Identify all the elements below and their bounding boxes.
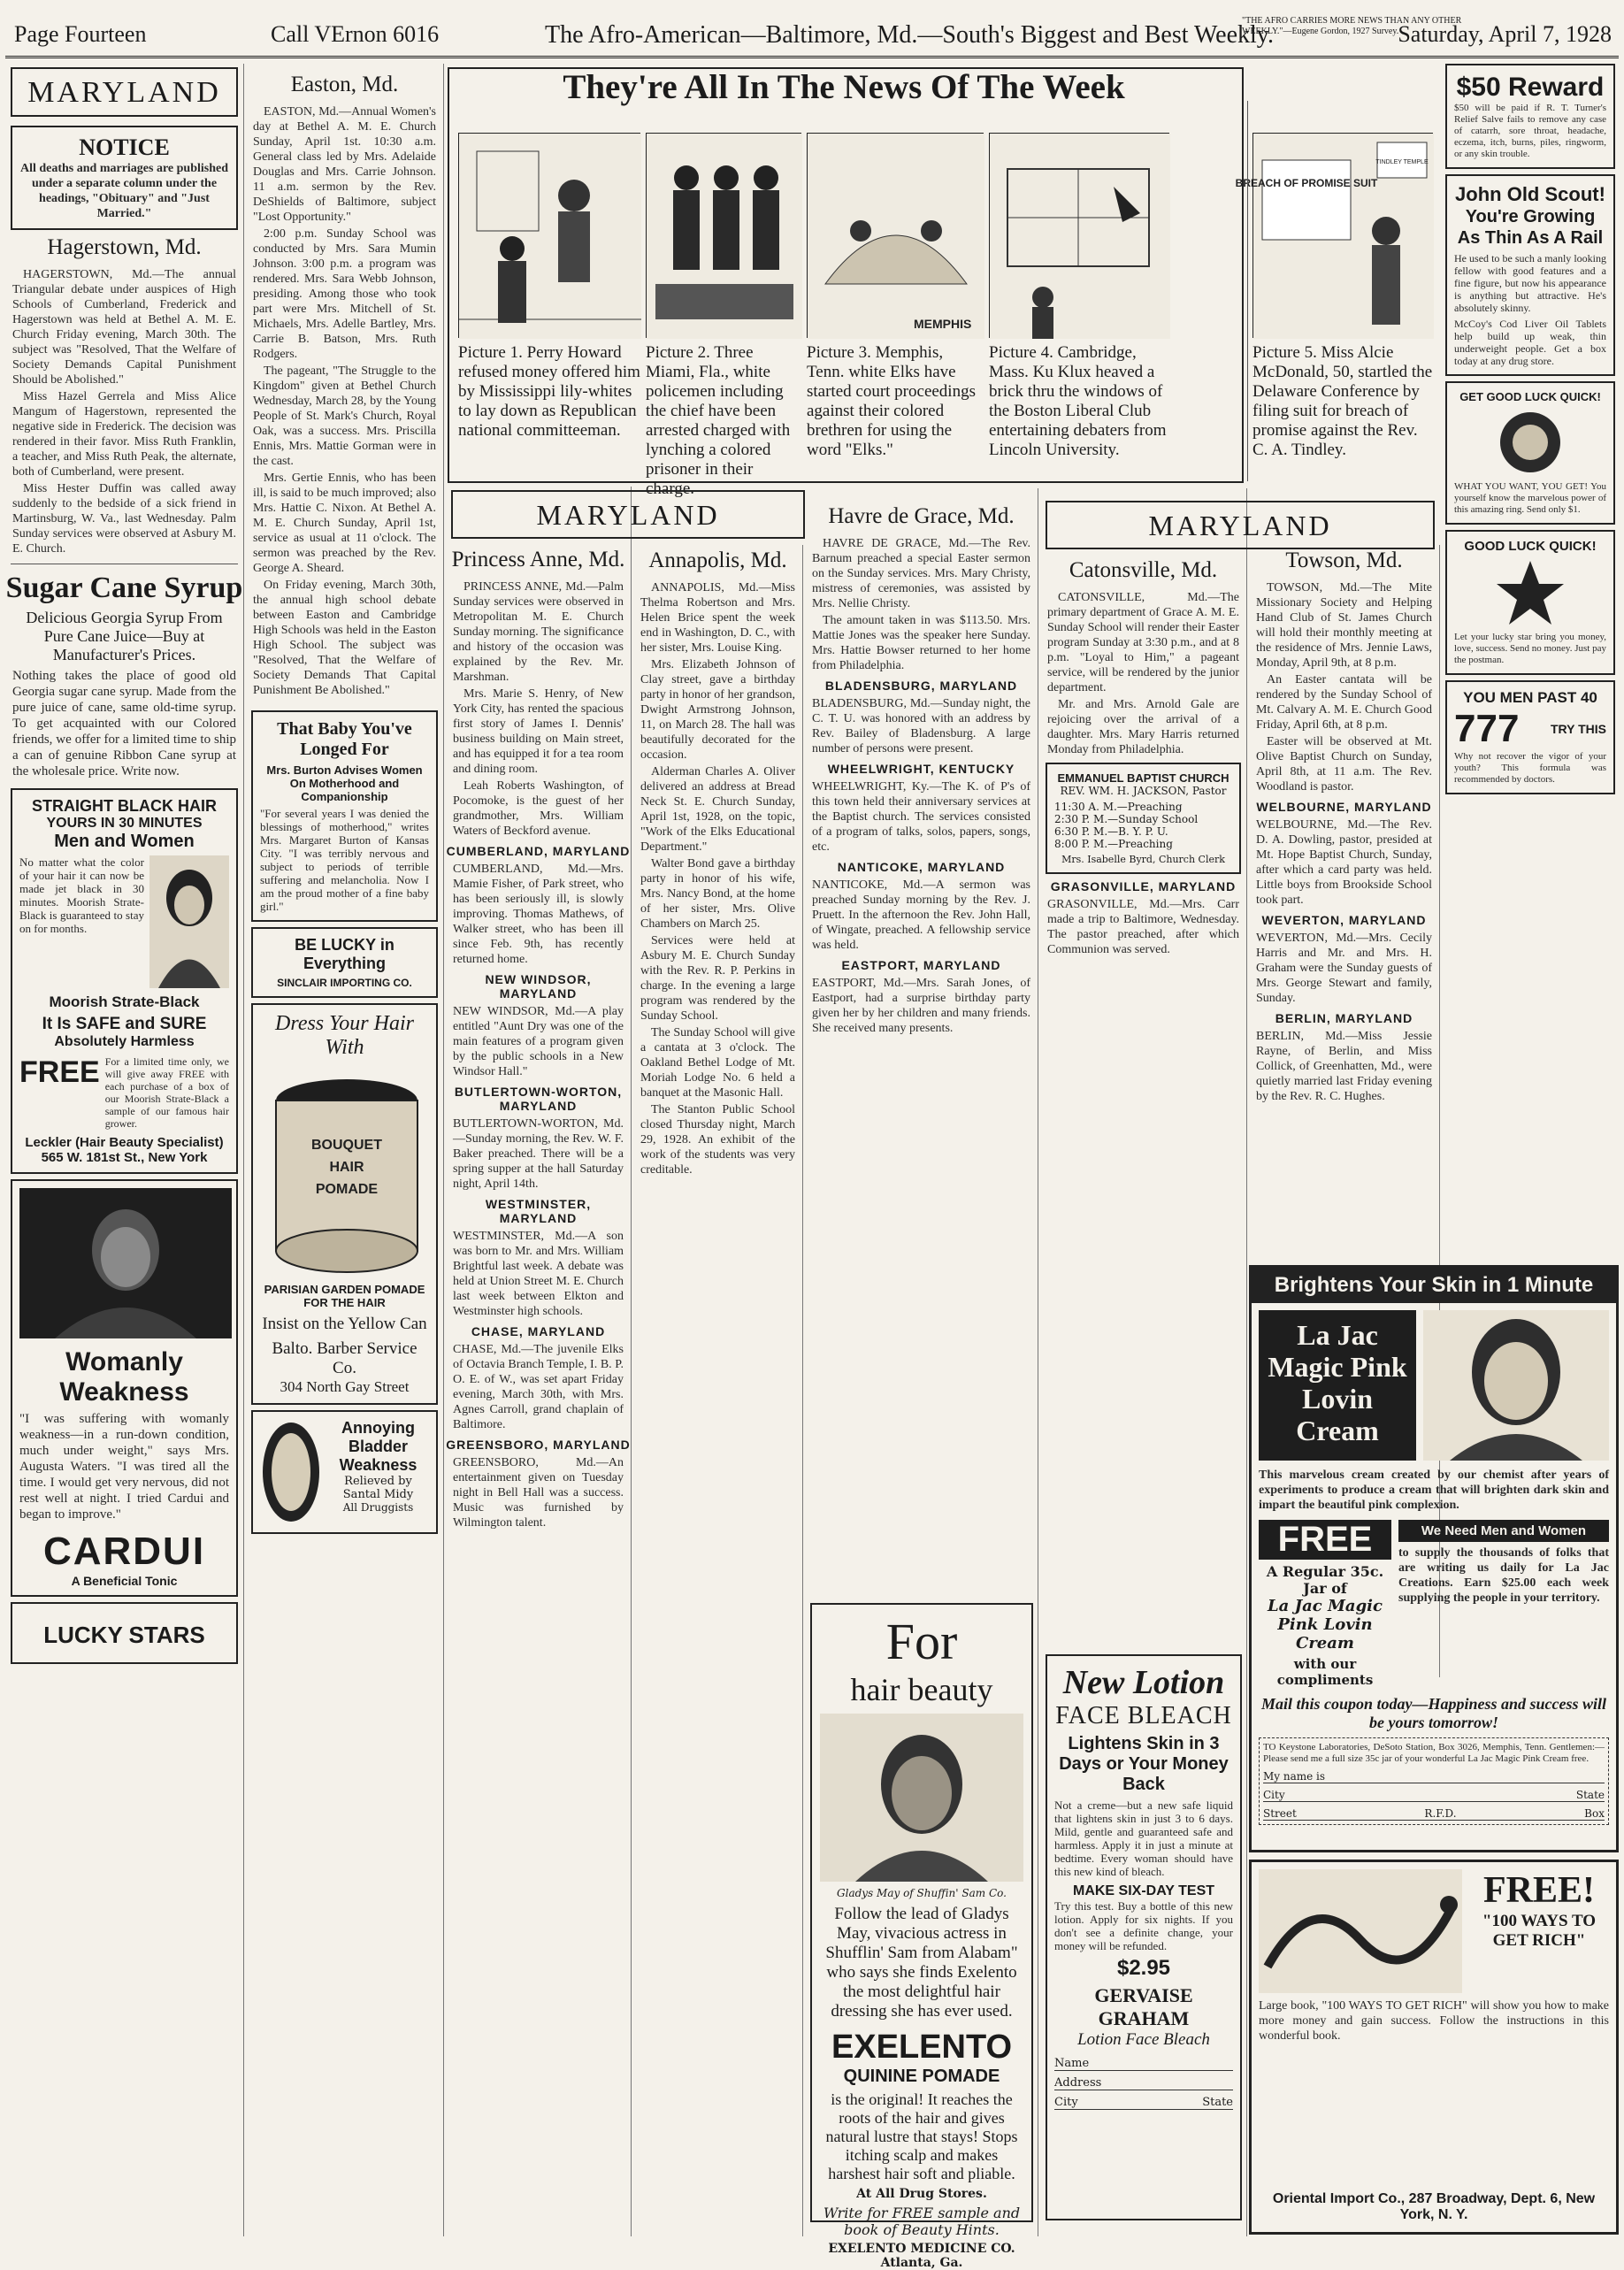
- ways-text: Large book, "100 WAYS TO GET RICH" will show you how to make more money and gain success. Follow the instructions in this wonderful book.: [1259, 1999, 1609, 2043]
- weverton-text: WEVERTON, Md.—Mrs. Cecily Harris and Mr. and Mrs. H. Graham were the Sunday guests of Mrs. George Stewart and family, Sunday.: [1256, 932, 1432, 1005]
- leckler-address: Leckler (Hair Beauty Specialist) 565 W. 181st St., New York: [25, 1135, 224, 1165]
- santal-by: All Druggists: [342, 1501, 414, 1514]
- greensboro-text: GREENSBORO, Md.—An entertainment given on Tuesday night in Bell Hall was a success. Music was furnished by Wilmington talent.: [453, 1456, 624, 1530]
- westminster-text: WESTMINSTER, Md.—A son was born to Mr. and Mrs. William Brightful last week. A debate was held at Union Street M. E. Church last week between Elkton and Westminster high schools.: [453, 1230, 624, 1318]
- lucky-star-icon: [1495, 557, 1566, 628]
- black-hair-sub: YOURS IN 30 MINUTES: [46, 816, 203, 831]
- easton-p3: The pageant, "The Struggle to the Kingdom" given at Bethel Church Wednesday, March 28, by the Young People of St. Mark's Church, Royal Oak, was a success. Mrs. Priscilla Ennis, Mrs. Mattie Gorman were in the cast.: [253, 364, 436, 468]
- column-5: [805, 488, 1038, 2270]
- gladys-may-photo: [820, 1714, 1023, 1882]
- easton-p5: On Friday evening, March 30th, the annual high school debate between Easton and Cambridge High Schools was held in the Easton High School. The subject was "Resolved, That the Welfare of Society Demands That Capital Punishment Be Abolished.": [253, 579, 436, 697]
- annapolis-p4: Walter Bond gave a birthday party in honor of his wife, Mrs. Nancy Bond, at the home of her sister, Mrs. Olive Chambers on March 25.: [640, 857, 795, 931]
- good-luck-ad-2: [1445, 530, 1615, 675]
- towson-p2: An Easter cantata will be rendered by the Sunday School of Mt. Calvary A. M. E. Church Good Friday, April 6th, at 8 p.m.: [1256, 673, 1432, 732]
- straight-black-hair-ad: [11, 788, 238, 1174]
- be-lucky-title: BE LUCKY in Everything: [295, 936, 395, 972]
- catonsville-article: [1040, 590, 1246, 757]
- lucky-ring-icon: [1495, 407, 1566, 478]
- hagerstown-p3: Miss Hester Duffin was called away suddenly to the bedside of a sick friend in Martinsburg, W. Va., last Wednesday. Palm Sunday services were observed at Asbury M. E. Church.: [12, 482, 236, 556]
- santal-bottle-icon: [260, 1419, 322, 1525]
- oriental-import-ad: [1249, 1860, 1619, 2235]
- princess-anne-dateline: Princess Anne, Md.: [451, 548, 625, 571]
- formula-number: 777: [1454, 707, 1520, 750]
- annapolis-p6: The Sunday School will give a cantata at 3 o'clock. The Oakland Bethel Lodge of Mt. Moriah Lodge No. 6 held a banquet at the Masonic Hall.: [640, 1026, 795, 1100]
- easton-article: [246, 104, 443, 698]
- santal-sub: Relieved by Santal Midy: [342, 1475, 414, 1501]
- caption-1: Picture 1. Perry Howard refused money offered him by Mississippi lily-whites to lay down as Republican national committeeman.: [458, 343, 640, 440]
- easton-p4: Mrs. Gertie Ennis, who has been ill, is said to be much improved; also Mrs. Hattie C. Nixon. At Bethel A. M. E. Church Sunday, April 1st, service as usual at 11 o'clock. The sermon was preached by the Rev. George A. Sheard.: [253, 472, 436, 575]
- column-4: [633, 545, 803, 2236]
- annapolis-p5: Services were held at Asbury M. E. Church Sunday with the Rev. R. P. Perkins in charge. In the evening a large program was rendered by the Sunday School.: [640, 934, 795, 1023]
- catonsville-dateline: Catonsville, Md.: [1069, 558, 1218, 582]
- new-windsor-text: NEW WINDSOR, Md.—A play entitled "Aunt Dry was one of the main features of a program given by the public schools in a New Windsor Hall.": [453, 1005, 624, 1078]
- welbourne-head: WELBOURNE, MARYLAND: [1256, 800, 1432, 814]
- free-jar-sub: A Regular 35c. Jar of: [1266, 1563, 1384, 1597]
- safe-title: It Is SAFE and SURE: [42, 1015, 207, 1033]
- hagerstown-p2: Miss Hazel Gerrela and Miss Alice Mangum of Hagerstown, represented the negative side in Frederick. The decision was rendered in their favor. Miss Ruth Franklin, a teacher, and Miss Ruth Peak, the alternate, both of Cumberland, were present.: [12, 390, 236, 479]
- cartoon-3: [807, 133, 984, 338]
- svg-text:BOUQUET: BOUQUET: [311, 1138, 382, 1153]
- try-this: TRY THIS: [1550, 722, 1606, 736]
- womanly-weakness-text: "I was suffering with womanly weakness—in a run-down condition, much under weight," says Mrs. Augusta Waters. "I was tired all the time. I would get very nervous, did not rest well at night. I tried Cardui and began to improve.": [19, 1412, 229, 1522]
- cumberland-text: CUMBERLAND, Md.—Mrs. Mamie Fisher, of Park street, who has been seriously ill, is slowly improving. Thomas Mathews, of Walker street, who has been ill since Feb. 9th, has recently returned home.: [453, 863, 624, 966]
- strip5-border: [1247, 101, 1440, 481]
- la-jac-ad: [1249, 1265, 1619, 1852]
- ways-title: "100 WAYS TO GET RICH": [1482, 1912, 1597, 1950]
- need-men-text: to supply the thousands of folks that are writing us daily for La Jac Creations. Earn $25.00 each week supplying the people in your territory.: [1398, 1546, 1609, 1605]
- coupon-address[interactable]: Address: [1054, 2076, 1233, 2090]
- coupon-box-label: Box: [1584, 1807, 1605, 1820]
- havre-p2: The amount taken in was $113.50. Mrs. Mattie Jones was the speaker here Sunday. Mrs. Hattie Bowser returned to her home from Philadelphia.: [812, 614, 1030, 672]
- reward-title: $50 Reward: [1456, 73, 1605, 102]
- maryland-right-head: MARYLAND: [1046, 501, 1435, 549]
- scout-title: John Old Scout!: [1455, 183, 1605, 205]
- easton-p2: 2:00 p.m. Sunday School was conducted by Mrs. Sara Mumin Johnson. 3:00 p.m. a program was rendered. Mrs. Sara Webb Johnson, presiding. Among those who took part were Mrs. Mitchell of St. Michaels, Mrs. Adelle Bartley, Mrs. Carrie B. Batson, Mrs. Ruth Rodgers.: [253, 227, 436, 361]
- eastport-text: EASTPORT, Md.—Mrs. Sarah Jones, of Eastport, had a surprise birthday party given her by her children and many friends. She received many presents.: [812, 977, 1030, 1035]
- easton-dateline: Easton, Md.: [290, 73, 399, 96]
- baby-ad: [251, 710, 438, 922]
- coupon-city-label: City: [1263, 1789, 1285, 1801]
- coupon-city-row[interactable]: [1263, 1789, 1605, 1802]
- catonsville-p2: Mr. and Mrs. Arnold Gale are rejoicing over the arrival of a daughter. Mrs. Mary Harris returned Monday from Philadelphia.: [1047, 698, 1239, 756]
- good-luck-text: WHAT YOU WANT, YOU GET! You yourself know the marvelous power of this amazing ring. Send only $1.: [1454, 481, 1606, 515]
- exelento-ad: [810, 1603, 1033, 2270]
- chase-text: CHASE, Md.—The juvenile Elks of Octavia Branch Temple, I. B. P. O. E. of W., was set apart Friday evening, March 30th, with Mrs. Agnes Carroll, grand chaplain of Baltimore.: [453, 1343, 624, 1431]
- weverton-head: WEVERTON, MARYLAND: [1261, 913, 1427, 927]
- havre-article: [805, 536, 1038, 673]
- formula-text: Why not recover the vigor of your youth? This formula was recommended by doctors.: [1454, 751, 1606, 785]
- eastport-head: EASTPORT, MARYLAND: [841, 958, 1001, 972]
- gladys-caption: Gladys May of Shuffin' Sam Co.: [837, 1887, 1007, 1899]
- caption-2: Picture 2. Three Miami, Fla., white policemen including the chief have been arrested charged with lynching a colored prisoner in their charge.: [646, 343, 791, 498]
- scout-sub: You're Growing As Thin As A Rail: [1457, 207, 1604, 248]
- masthead-quote: "THE AFRO CARRIES MORE NEWS THAN ANY OTHER WEEKLY."—Eugene Gordon, 1927 Survey.: [1242, 16, 1462, 36]
- coupon-street-label: Street: [1263, 1807, 1297, 1820]
- coupon-city-state[interactable]: [1054, 2096, 1233, 2110]
- butlertown-text: BUTLERTOWN-WORTON, Md.—Sunday morning, the Rev. W. F. Baker preached. There will be a spring supper at the hall Saturday night, April 14th.: [453, 1117, 624, 1191]
- lotion-text: Not a creme—but a new safe liquid that lightens skin in just 3 to 6 days. Mild, gentle and guaranteed safe and harmless. Apply it in just a minute at bedtime. Every woman should have this new kind of bleach.: [1054, 1798, 1233, 1878]
- easton-p1: EASTON, Md.—Annual Women's day at Bethel A. M. E. Church Sunday, April 1st. 10:30 a.m. General class led by Mrs. Adelaide Douglas and Mrs. Carrie Johnson. 11 a.m. sermon by the Rev. DeShields of Baltimore, subject "Lost Opportunity.": [253, 105, 436, 224]
- breach-label: BREACH OF PROMISE SUIT: [1235, 177, 1378, 189]
- coupon-rfd-label: R.F.D.: [1424, 1807, 1457, 1820]
- la-jac-woman-illustration: [1423, 1310, 1609, 1461]
- emmanuel-clerk: Mrs. Isabelle Byrd, Church Clerk: [1061, 854, 1225, 865]
- svg-text:HAIR: HAIR: [329, 1160, 364, 1175]
- wheelwright-text: WHEELWRIGHT, Ky.—The K. of P's of this town held their anniversary services at the Baptist church. The services consisted of a program of talks, solos, papers, songs, etc.: [812, 780, 1030, 854]
- pomade-ad: [251, 1003, 438, 1405]
- annapolis-p7: The Stanton Public School closed Thursday night, March 29, 1928. An exhibit of the work of the students was very creditable.: [640, 1103, 795, 1177]
- cartoon-4: [989, 133, 1169, 338]
- sugar-cane-text: Nothing takes the place of good old Georgia sugar cane syrup. Made from the pure juice of cane, same old-time syrup. To get acquainted with our Colored friends, we offer for a limited time to ship a can of genuine Ribbon Cane syrup at the wholesale price. Write now.: [12, 669, 236, 778]
- wheelwright-head: WHEELWRIGHT, KENTUCKY: [827, 762, 1015, 776]
- cartoon-2: [646, 133, 801, 338]
- emmanuel-time-2: 2:30 P. M.—Sunday School: [1054, 813, 1199, 825]
- barber-address: 304 North Gay Street: [280, 1378, 410, 1395]
- butlertown-head: BUTLERTOWN-WORTON, MARYLAND: [454, 1085, 623, 1113]
- baby-title: That Baby You've Longed For: [277, 719, 412, 759]
- cardui-brand: CARDUI: [42, 1530, 206, 1573]
- mccoy-ad: [1445, 174, 1615, 376]
- good-luck-title: GET GOOD LUCK QUICK!: [1459, 390, 1601, 403]
- new-windsor-head: NEW WINDSOR, MARYLAND: [485, 972, 592, 1001]
- pomade-tin-illustration: [260, 1065, 433, 1277]
- exelento-write: Write for FREE sample and book of Beauty Hints.: [823, 2205, 1021, 2238]
- lucky-stars-brand: LUCKY STARS: [43, 1622, 205, 1648]
- exelento-sub: QUININE POMADE: [843, 2067, 1000, 2086]
- baby-text: "For several years I was denied the blessings of motherhood," writes Mrs. Margaret Burton of Kansas City. "I was terribly nervous and subject to periods of terrible suffering and melancholia. Now I am the proud mother of a fine baby girl.": [260, 807, 429, 913]
- column-1: [5, 64, 244, 2236]
- coupon-street-row[interactable]: [1263, 1807, 1605, 1821]
- six-day-test: MAKE SIX-DAY TEST: [1072, 1883, 1215, 1898]
- svg-text:POMADE: POMADE: [315, 1182, 379, 1197]
- annapolis-dateline: Annapolis, Md.: [648, 548, 787, 572]
- cumberland-head: CUMBERLAND, MARYLAND: [446, 844, 631, 858]
- notice-box: [11, 126, 238, 230]
- gervaise-graham: GERVAISE GRAHAM: [1094, 1984, 1193, 2029]
- cartoon-1: [458, 133, 640, 338]
- coupon-my-name[interactable]: My name is: [1263, 1770, 1605, 1783]
- cardui-sub: A Beneficial Tonic: [71, 1574, 178, 1588]
- maryland-center-head: MARYLAND: [451, 490, 805, 539]
- issue-date: Saturday, April 7, 1928: [1398, 21, 1612, 47]
- six-day-text: Try this test. Buy a bottle of this new lotion. Apply for six nights. If you don't see a definite change, your money will be refunded.: [1054, 1899, 1233, 1952]
- welbourne-text: WELBOURNE, Md.—The Rev. D. A. Dowling, pastor, presided at Mt. Hope Baptist Church, Sunday, after which a card party was held. Little boys from Brookside School took part.: [1256, 818, 1432, 907]
- free-book-title: FREE!: [1483, 1870, 1595, 1911]
- havre-dateline: Havre de Grace, Md.: [828, 504, 1015, 528]
- good-luck2-title: GOOD LUCK QUICK!: [1464, 539, 1597, 554]
- lighten-skin: Lightens Skin in 3 Days or Your Money Back: [1059, 1734, 1229, 1794]
- strip-title: They're All In The News Of The Week: [563, 68, 1125, 106]
- black-hair-title: STRAIGHT BLACK HAIR: [32, 797, 217, 815]
- memphis-label: MEMPHIS: [914, 317, 972, 331]
- coupon-state: State: [1202, 2096, 1233, 2109]
- towson-p1: TOWSON, Md.—The Mite Missionary Society and Helping Hand Club of St. James Church will hold their monthly meeting at the residence of Mrs. Jennie Laws, Monday, April 9th, at 8 p.m.: [1256, 581, 1432, 670]
- emmanuel-title: EMMANUEL BAPTIST CHURCH: [1057, 771, 1229, 785]
- oriental-address: Oriental Import Co., 287 Broadway, Dept. 6, New York, N. Y.: [1272, 2191, 1596, 2222]
- catonsville-p1: CATONSVILLE, Md.—The primary department of Grace A. M. E. Sunday School will render their Easter program Sunday at 3:30 p.m., and at 8 p.m. "Loyal to Him," a pageant service, will be rendered by the junior department.: [1047, 591, 1239, 694]
- moorish-title: Moorish Strate-Black: [49, 993, 200, 1010]
- notice-title: NOTICE: [79, 134, 170, 160]
- baby-sub: Mrs. Burton Advises Women On Motherhood and Companionship: [266, 763, 423, 803]
- annapolis-p1: ANNAPOLIS, Md.—Miss Thelma Robertson and Mrs. Helen Brice spent the week end in Washington, D. C., with her sister, Mrs. Louise King.: [640, 581, 795, 655]
- westminster-head: WESTMINSTER, MARYLAND: [485, 1197, 592, 1225]
- compliments-text: with our compliments: [1276, 1656, 1374, 1688]
- woman-portrait-illustration: [149, 855, 229, 988]
- gervaise-sub: Lotion Face Bleach: [1077, 2030, 1210, 2049]
- good-luck2-text: Let your lucky star bring you money, love, success. Send no money. Just pay the postman.: [1454, 632, 1606, 665]
- lucky-stars-ad: [11, 1602, 238, 1664]
- be-lucky-ad: [251, 927, 438, 998]
- hagerstown-p1: HAGERSTOWN, Md.—The annual Triangular debate under auspices of High Schools of Cumberland, Frederick and Hagerstown was held at Bethel A. M. E. Church Friday evening, March 30th. The subject was "Resolved, That the Welfare of Society Demands Capital Punishment Should be Abolished.": [12, 268, 236, 387]
- emmanuel-pastor: REV. WM. H. JACKSON, Pastor: [1060, 785, 1227, 797]
- santal-midy-ad: [251, 1410, 438, 1534]
- sinclair-name: SINCLAIR IMPORTING CO.: [277, 977, 412, 989]
- dress-hair-title: Dress Your Hair With: [275, 1012, 414, 1059]
- men-past-40-ad: [1445, 680, 1615, 794]
- emmanuel-time-3: 6:30 P. M.—B. Y. P. U.: [1054, 825, 1168, 838]
- brighten-title: Brightens Your Skin in 1 Minute: [1252, 1268, 1616, 1303]
- page-number: Page Fourteen: [14, 21, 147, 47]
- exelento-hair-beauty: hair beauty: [850, 1672, 993, 1707]
- towson-dateline: Towson, Md.: [1285, 548, 1403, 572]
- towson-p3: Easter will be observed at Mt. Olive Baptist Church on Sunday, April 8th, at 11 a.m. The Rev. Woodland is pastor.: [1256, 735, 1432, 794]
- la-jac-text: This marvelous cream created by our chemist after years of experiments to produce a cream that will brighten dark skin and impart the beautiful pink complexion.: [1259, 1469, 1609, 1512]
- lotion-price: $2.95: [1116, 1956, 1171, 1980]
- insist-yellow-can: Insist on the Yellow Can: [262, 1315, 427, 1333]
- annapolis-p3: Alderman Charles A. Oliver delivered an address at Bread Neck St. E. Church Sunday, April 1st, 1928, on the topic, "Work of the Elks Educational Department.": [640, 765, 795, 854]
- grasonville-head: GRASONVILLE, MARYLAND: [1050, 879, 1237, 893]
- bladensburg-text: BLADENSBURG, Md.—Sunday night, the C. T. U. was honored with an address by Rev. Bailey of Bladensburg. A large number of persons were present.: [812, 697, 1030, 755]
- serpent-illustration: [1259, 1869, 1462, 1993]
- princess-p1: PRINCESS ANNE, Md.—Palm Sunday services were observed in Metropolitan M. E. Church Sunday morning. The significance and history of the occasion was explained by the Rev. Mr. Marshman.: [453, 580, 624, 684]
- greensboro-head: GREENSBORO, MARYLAND: [446, 1438, 631, 1452]
- exelento-brand: EXELENTO: [831, 2028, 1013, 2066]
- masthead: [5, 4, 1619, 58]
- maryland-section-head: MARYLAND: [11, 67, 238, 117]
- mccoy-text: McCoy's Cod Liver Oil Tablets help build up weak, thin underweight people. Get a box today at any drug store.: [1454, 318, 1606, 367]
- caption-4: Picture 4. Cambridge, Mass. Ku Klux heaved a brick thru the windows of the Boston Liberal Club entertaining debaters from Lincoln University.: [989, 343, 1167, 459]
- safe-sub: Absolutely Harmless: [54, 1034, 195, 1049]
- parisian-garden: PARISIAN GARDEN POMADE FOR THE HAIR: [264, 1283, 425, 1309]
- coupon-name[interactable]: Name: [1054, 2057, 1233, 2071]
- berlin-head: BERLIN, MARYLAND: [1275, 1011, 1413, 1025]
- gladys-text: Follow the lead of Gladys May, vivacious actress in Shufflin' Sam from Alabam" who says she finds Exelento the most delightful hair dressing she has ever used.: [825, 1905, 1018, 2021]
- notice-text: All deaths and marriages are published under a separate column under the headings, "Obituary" and "Just Married.": [19, 162, 229, 220]
- chase-head: CHASE, MARYLAND: [471, 1324, 606, 1338]
- caption-5: Picture 5. Miss Alcie McDonald, 50, startled the Delaware Conference by filing suit for breach of promise against the Rev. C. A. Tindley.: [1252, 343, 1433, 459]
- mail-coupon-line: Mail this coupon today—Happiness and success will be yours tomorrow!: [1260, 1695, 1607, 1731]
- exelento-text: is the original! It reaches the roots of the hair and gives natural lustre that stays! Stops itching scalp and makes harshest hair soft and pliable.: [825, 2090, 1018, 2182]
- paper-title: The Afro-American—Baltimore, Md.—South's Biggest and Best Weekly.: [545, 21, 1274, 49]
- scout-text: He used to be such a manly looking fellow with good features and a fine figure, but now his appearance is anything but attractive. He's absolutely skinny.: [1454, 252, 1606, 314]
- princess-p3: Leah Roberts Washington, of Pocomoke, is the guest of her grandmother, Mrs. William Waters of Beckford avenue.: [453, 779, 624, 838]
- new-lotion-title: New Lotion: [1062, 1664, 1225, 1701]
- free-title: FREE: [19, 1055, 100, 1089]
- face-bleach-ad: [1046, 1654, 1242, 2220]
- barber-service: Balto. Barber Service Co.: [272, 1339, 417, 1377]
- free-text: For a limited time only, we will give away FREE with each purchase of a box of our Moorish Strate-Black a sample of our famous hair grower.: [104, 1055, 229, 1130]
- caption-3: Picture 3. Memphis, Tenn. white Elks have started court proceedings against their colored brethren for using the word "Elks.": [807, 343, 976, 459]
- annapolis-article: [633, 580, 802, 1177]
- woman-photo: [19, 1188, 232, 1338]
- cardui-ad: [11, 1179, 238, 1597]
- emmanuel-time-1: 11:30 A. M.—Preaching: [1054, 801, 1183, 813]
- princess-anne-article: [446, 579, 631, 839]
- column-7: [1442, 64, 1619, 1249]
- black-hair-text: No matter what the color of your hair it can now be made jet black in 30 minutes. Moorish Strate-Black is guaranteed to stay on for months.: [19, 855, 144, 935]
- coupon-state-label: State: [1575, 1789, 1605, 1801]
- berlin-text: BERLIN, Md.—Miss Jessie Rayne, of Berlin, and Miss Collick, of Greenhatten, Md., were quietly married last Friday evening by the Rev. R. C. Hughes.: [1256, 1030, 1432, 1103]
- nanticoke-text: NANTICOKE, Md.—A sermon was preached Sunday morning by the Rev. J. Pruett. In the afternoon the Rev. John Hall, of Wingate, preached. A fellowship service was held.: [812, 878, 1030, 952]
- coupon-city: City: [1054, 2096, 1078, 2109]
- bladensburg-head: BLADENSBURG, MARYLAND: [824, 679, 1018, 693]
- black-hair-sub2: Men and Women: [54, 832, 195, 851]
- men-past-title: YOU MEN PAST 40: [1463, 689, 1597, 706]
- column-2: [246, 64, 444, 2236]
- princess-p2: Mrs. Marie S. Henry, of New York City, has rented the spacious first story of James I. Dennis' business building on Main street, and has equipped it for a tea room and dining room.: [453, 687, 624, 776]
- face-bleach-title: FACE BLEACH: [1055, 1702, 1232, 1729]
- exelento-drug-stores: At All Drug Stores.: [856, 2187, 987, 2201]
- womanly-weakness-title: Womanly Weakness: [59, 1347, 189, 1407]
- keystone-text: TO Keystone Laboratories, DeSoto Station, Box 3026, Memphis, Tenn. Gentlemen:—Please send me a full size 35c jar of your wonderful La Jac Magic Pink Cream free.: [1263, 1742, 1605, 1764]
- havre-p1: HAVRE DE GRACE, Md.—The Rev. Barnum preached a special Easter sermon on the Sunday services. Mrs. Mary Christy, mistress of ceremonies, was assisted by Mrs. Nellie Christy.: [812, 537, 1030, 610]
- emmanuel-time-4: 8:00 P. M.—Preaching: [1054, 838, 1173, 850]
- tindley-label: TINDLEY TEMPLE: [1375, 159, 1429, 165]
- newspaper-page: [5, 4, 1619, 2270]
- hagerstown-article: [5, 267, 243, 556]
- sugar-cane-sub: Delicious Georgia Syrup From Pure Cane Juice—Buy at Manufacturer's Prices.: [26, 609, 223, 663]
- free-jar-title: FREE: [1259, 1520, 1391, 1560]
- emmanuel-church-box: [1046, 763, 1241, 874]
- la-jac-product-label: La Jac Magic Pink Lovin Cream: [1259, 1310, 1416, 1461]
- reward-ad: [1445, 64, 1615, 169]
- santal-title: Annoying Bladder Weakness: [339, 1419, 417, 1474]
- free-jar-product: La Jac Magic Pink Lovin Cream: [1268, 1597, 1383, 1653]
- good-luck-ad-1: [1445, 381, 1615, 525]
- annapolis-p2: Mrs. Elizabeth Johnson of Clay street, gave a birthday party in honor of her grandson, Dwight Armstrong Johnson, 11, on March 28. The hall was beautifully decorated for the occasion.: [640, 658, 795, 762]
- hagerstown-dateline: Hagerstown, Md.: [47, 235, 202, 259]
- sugar-cane-title: Sugar Cane Syrup: [5, 571, 243, 604]
- reward-text: $50 will be paid if R. T. Turner's Relief Salve fails to remove any case of catarrh, sore throat, headache, eczema, itch, burns, piles, ringworm, or any skin trouble.: [1454, 103, 1606, 159]
- phone-number: Call VErnon 6016: [271, 21, 440, 47]
- exelento-company: EXELENTO MEDICINE CO. Atlanta, Ga.: [828, 2242, 1015, 2270]
- grasonville-text: GRASONVILLE, Md.—Mrs. Carr made a trip to Baltimore, Wednesday. The pastor preached, after which Communion was served.: [1047, 898, 1239, 956]
- nanticoke-head: NANTICOKE, MARYLAND: [837, 860, 1006, 874]
- need-men-title: We Need Men and Women: [1398, 1520, 1609, 1542]
- towson-article: [1249, 580, 1439, 794]
- exelento-for: For: [885, 1613, 958, 1670]
